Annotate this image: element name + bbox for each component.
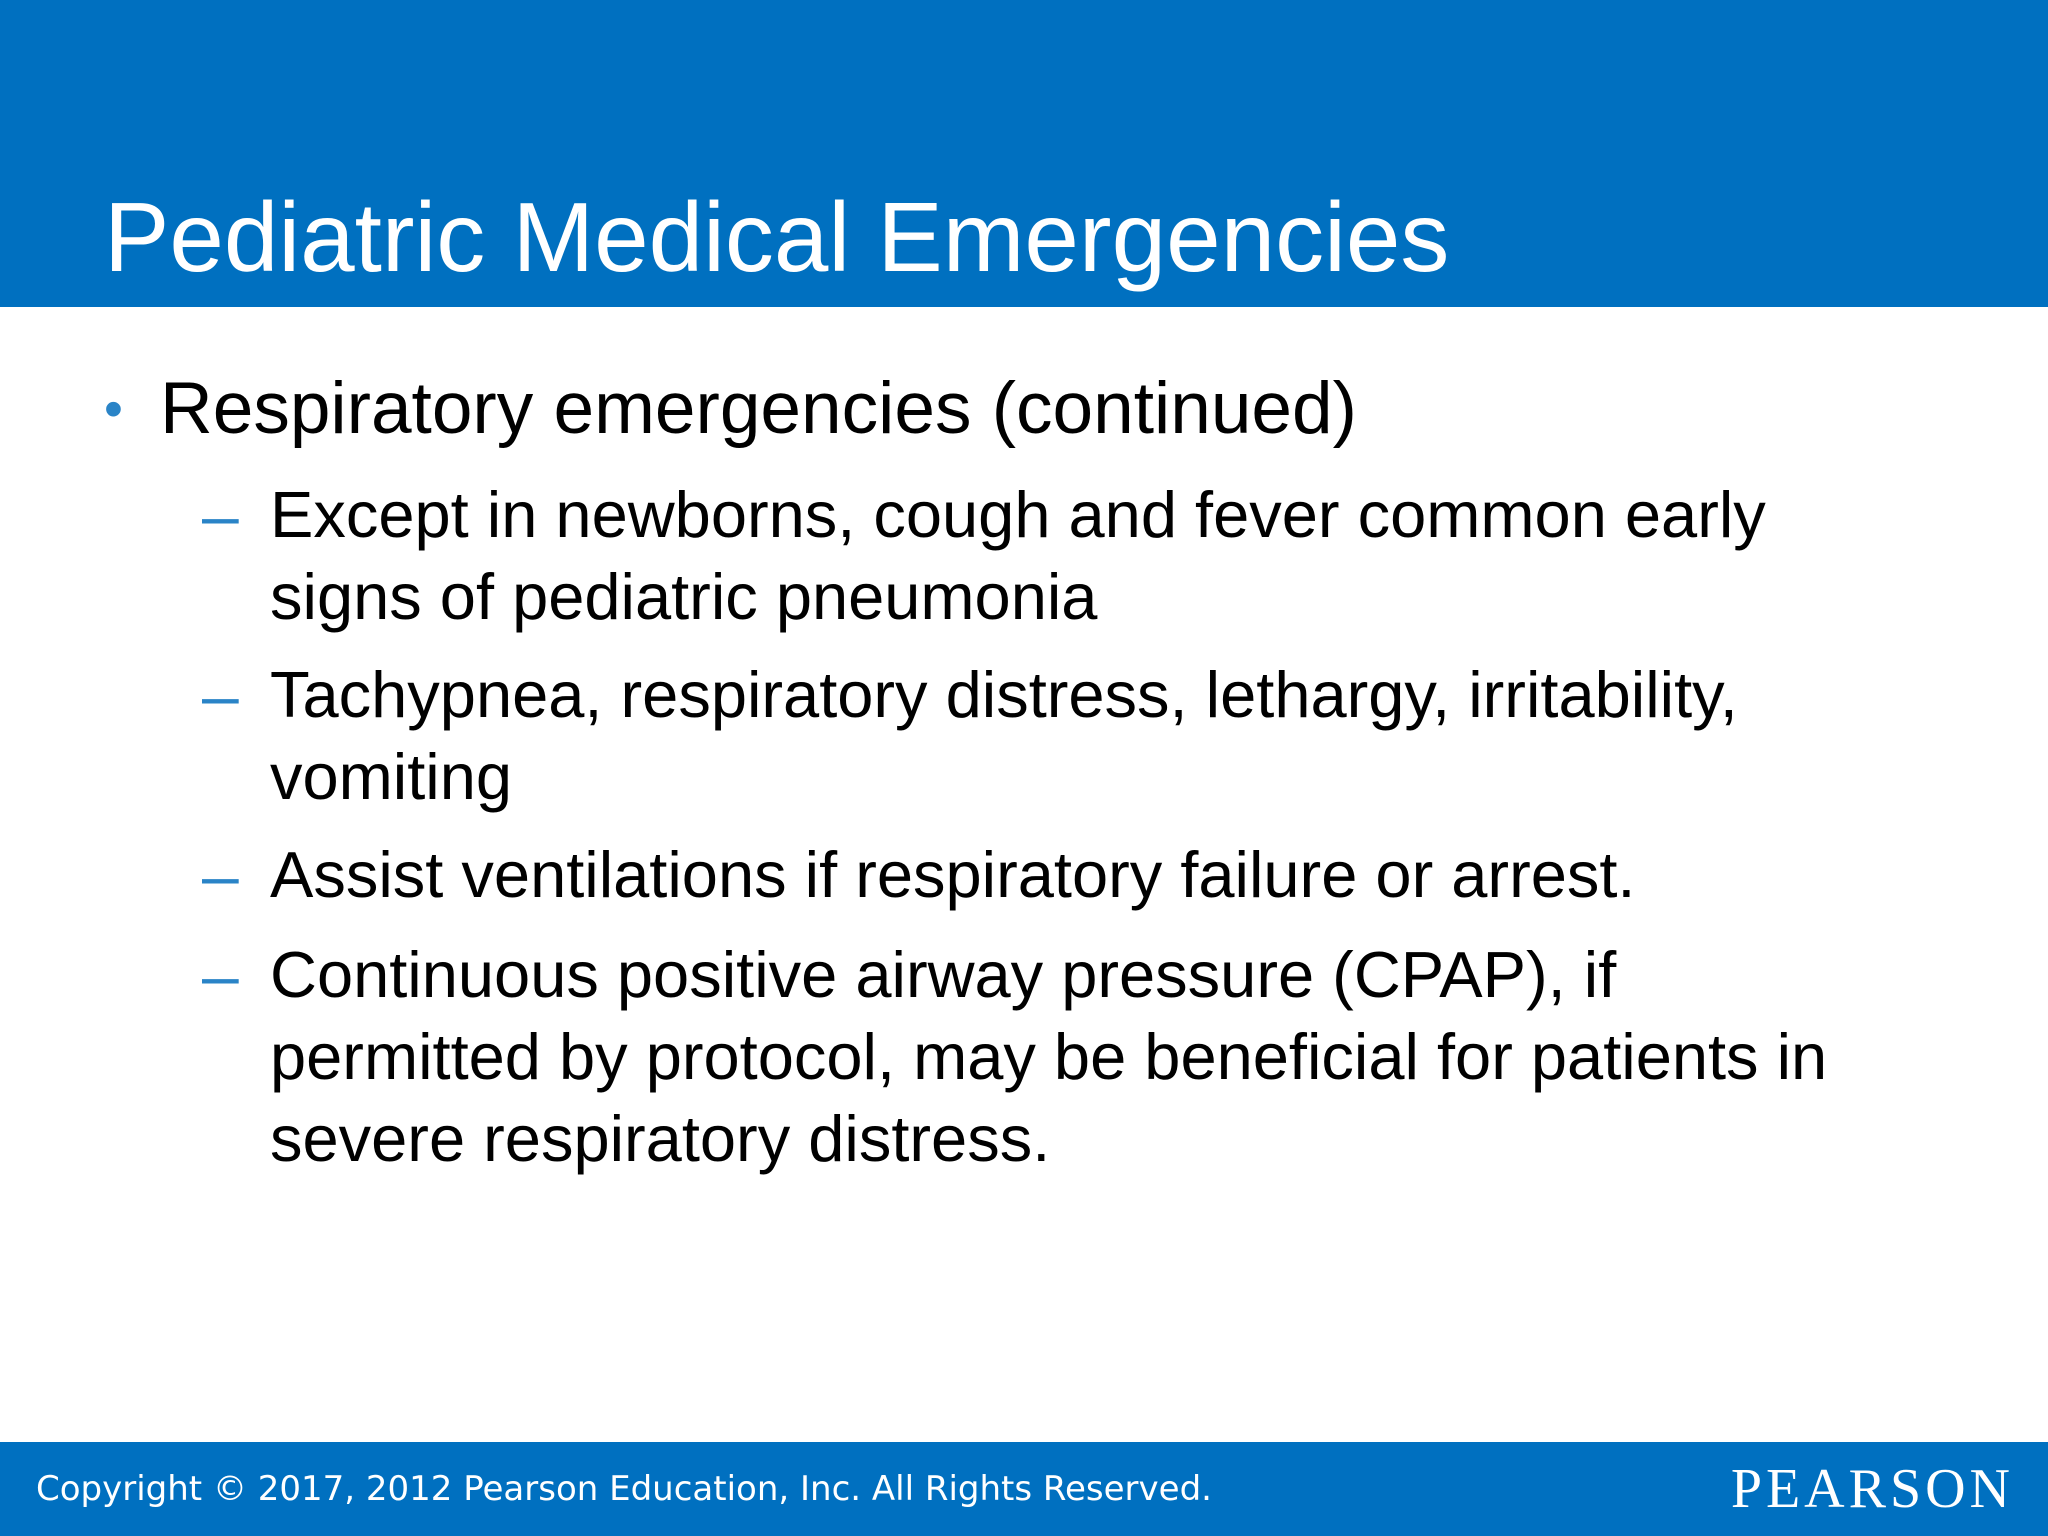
slide-title: Pediatric Medical Emergencies [104, 182, 1450, 292]
sub-bullet-marker: – [202, 478, 239, 552]
bullet-text: Respiratory emergencies (continued) [160, 368, 1357, 449]
sub-bullet-text [270, 834, 1930, 916]
sub-bullet-text [270, 934, 1930, 1180]
sub-bullet-marker: – [202, 938, 239, 1012]
sub-bullet-text [270, 654, 1930, 818]
text-line: Continuous positive airway pressure (CPAP), if [270, 938, 1617, 1011]
text-line: vomiting [270, 740, 513, 813]
title-bar [0, 0, 2048, 307]
sub-bullet-marker: – [202, 838, 239, 912]
text-line: Assist ventilations if respiratory failure or arrest. [270, 838, 1636, 911]
text-line: signs of pediatric pneumonia [270, 560, 1098, 633]
text-line: permitted by protocol, may be beneficial for patients in [270, 1020, 1828, 1093]
pearson-logo: PEARSON [1730, 1458, 2014, 1520]
text-line: Tachypnea, respiratory distress, lethargy, irritability, [270, 658, 1738, 731]
text-line: severe respiratory distress. [270, 1102, 1051, 1175]
text-line: Except in newborns, cough and fever common early [270, 478, 1766, 551]
sub-bullet-text [270, 474, 1930, 638]
bullet-marker: • [104, 379, 123, 439]
copyright-notice: Copyright © 2017, 2012 Pearson Education, Inc. All Rights Reserved. [36, 1469, 1212, 1509]
footer-bar [0, 1442, 2048, 1536]
sub-bullet-marker: – [202, 658, 239, 732]
